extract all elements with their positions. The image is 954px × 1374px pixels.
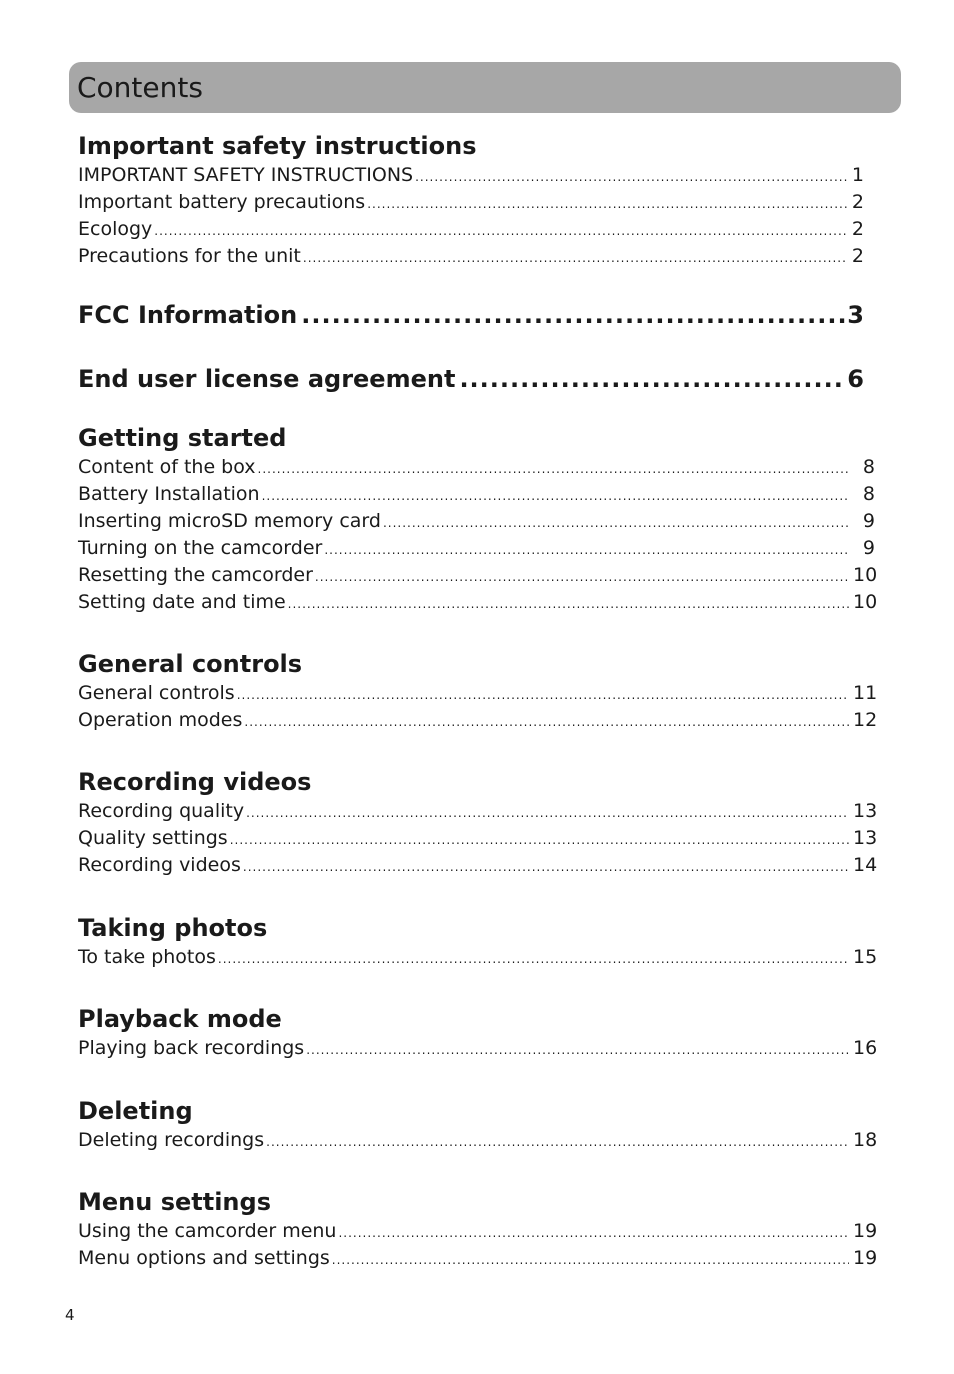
toc-entry[interactable]: [78, 589, 878, 616]
entry-label: Deleting recordings: [78, 1129, 265, 1151]
dot-leader: [303, 245, 848, 272]
entry-label: Setting date and time: [78, 591, 286, 613]
entry-page: 1: [851, 164, 864, 186]
entry-label: Recording videos: [78, 854, 241, 876]
dot-leader: [262, 483, 849, 510]
dot-leader: [324, 537, 849, 564]
dot-leader: [367, 191, 848, 218]
entry-label: Quality settings: [78, 827, 228, 849]
dot-leader: [338, 1220, 849, 1247]
toc-entry[interactable]: [78, 944, 878, 971]
toc-entry[interactable]: [78, 454, 875, 481]
toc-section: [78, 912, 878, 971]
toc-section: [78, 648, 878, 734]
entry-page: 9: [862, 537, 875, 559]
toc-section: [78, 766, 878, 879]
toc-entry[interactable]: [78, 562, 878, 589]
toc-section: [78, 1186, 878, 1272]
dot-leader: [244, 709, 849, 736]
entry-label: Recording quality: [78, 800, 245, 822]
dot-leader: [306, 1037, 849, 1064]
toc-entry[interactable]: [78, 680, 878, 707]
entry-page: 2: [851, 245, 864, 267]
entry-page: 19: [853, 1220, 878, 1242]
entry-label: Ecology: [78, 218, 153, 240]
toc-entry[interactable]: [78, 216, 864, 243]
entry-page: 13: [853, 827, 878, 849]
entry-label: Menu options and settings: [78, 1247, 330, 1269]
entry-page: 11: [853, 682, 878, 704]
toc-section-eula[interactable]: [78, 363, 864, 395]
entry-page: 3: [847, 301, 864, 329]
entry-page: 9: [862, 510, 875, 532]
entry-page: 18: [853, 1129, 878, 1151]
entry-page: 10: [853, 591, 878, 613]
entry-page: 6: [847, 365, 864, 393]
section-heading: Recording videos: [78, 768, 312, 796]
toc-section-fcc[interactable]: [78, 299, 864, 331]
dot-leader: [301, 299, 845, 331]
entry-page: 19: [853, 1247, 878, 1269]
toc-entry[interactable]: [78, 1218, 878, 1245]
dot-leader: [288, 591, 849, 618]
section-heading: Important safety instructions: [78, 132, 477, 160]
toc-section: [78, 1003, 878, 1062]
section-heading: Deleting: [78, 1097, 193, 1125]
section-heading: Menu settings: [78, 1188, 271, 1216]
dot-leader: [154, 218, 848, 245]
section-heading: FCC Information: [78, 301, 298, 329]
entry-label: To take photos: [78, 946, 216, 968]
entry-page: 10: [853, 564, 878, 586]
entry-label: Operation modes: [78, 709, 243, 731]
entry-label: Resetting the camcorder: [78, 564, 313, 586]
toc-entry[interactable]: [78, 852, 878, 879]
entry-page: 15: [853, 946, 878, 968]
toc-entry[interactable]: [78, 1127, 878, 1154]
entry-page: 13: [853, 800, 878, 822]
dot-leader: [258, 456, 849, 483]
entry-page: 12: [853, 709, 878, 731]
dot-leader: [243, 854, 849, 881]
page-number: 4: [65, 1306, 75, 1324]
dot-leader: [266, 1129, 849, 1156]
toc-entry[interactable]: [78, 1245, 878, 1272]
toc-entry[interactable]: [78, 825, 878, 852]
dot-leader: [383, 510, 849, 537]
contents-banner: [69, 62, 901, 113]
dot-leader: [415, 164, 848, 191]
dot-leader: [230, 827, 849, 854]
entry-page: 8: [862, 483, 875, 505]
entry-label: IMPORTANT SAFETY INSTRUCTIONS: [78, 164, 414, 186]
dot-leader: [332, 1247, 849, 1274]
entry-page: 14: [853, 854, 878, 876]
dot-leader: [237, 682, 849, 709]
section-heading: Getting started: [78, 424, 287, 452]
page-title: Contents: [77, 71, 203, 104]
entry-label: Battery Installation: [78, 483, 260, 505]
toc-section: [78, 130, 864, 270]
entry-page: 16: [853, 1037, 878, 1059]
entry-page: 8: [862, 456, 875, 478]
entry-label: Inserting microSD memory card: [78, 510, 381, 532]
entry-label: Content of the box: [78, 456, 256, 478]
section-heading: End user license agreement: [78, 365, 456, 393]
toc-entry[interactable]: [78, 1035, 878, 1062]
toc-entry[interactable]: [78, 707, 878, 734]
entry-label: Precautions for the unit: [78, 245, 301, 267]
dot-leader: [246, 800, 849, 827]
dot-leader: [315, 564, 849, 591]
toc-entry[interactable]: [78, 243, 864, 270]
toc-entry[interactable]: [78, 535, 875, 562]
dot-leader: [459, 363, 845, 395]
toc-section: [78, 1095, 878, 1154]
entry-label: Using the camcorder menu: [78, 1220, 337, 1242]
section-heading: Playback mode: [78, 1005, 282, 1033]
entry-label: Turning on the camcorder: [78, 537, 323, 559]
entry-label: Playing back recordings: [78, 1037, 305, 1059]
entry-label: Important battery precautions: [78, 191, 366, 213]
toc-entry[interactable]: [78, 481, 875, 508]
dot-leader: [218, 946, 849, 973]
toc-entry[interactable]: [78, 798, 878, 825]
section-heading: Taking photos: [78, 914, 268, 942]
toc-entry[interactable]: [78, 508, 875, 535]
toc-section: [78, 422, 878, 616]
entry-label: General controls: [78, 682, 235, 704]
entry-page: 2: [851, 191, 864, 213]
toc-entry[interactable]: [78, 189, 864, 216]
entry-page: 2: [851, 218, 864, 240]
toc-entry[interactable]: [78, 162, 864, 189]
section-heading: General controls: [78, 650, 303, 678]
